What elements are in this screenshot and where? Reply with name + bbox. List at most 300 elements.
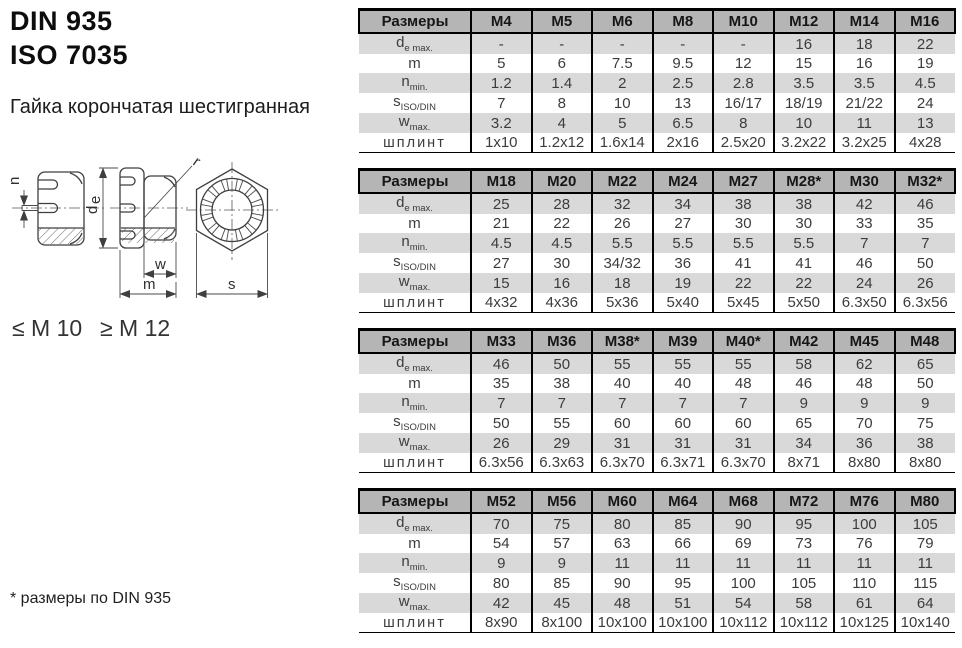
value-cell: 5.5	[592, 233, 653, 253]
value-cell: 11	[592, 553, 653, 573]
value-cell: 8	[532, 93, 593, 113]
value-cell: -	[532, 33, 593, 54]
row-label	[359, 273, 471, 293]
value-cell: 50	[532, 353, 593, 374]
table-corner-header: Размеры	[359, 10, 471, 34]
value-cell: 1x10	[471, 133, 532, 153]
row-label-sub: min.	[409, 82, 428, 93]
value-cell: 9	[834, 393, 895, 413]
value-cell: -	[471, 33, 532, 54]
row-label	[359, 353, 471, 374]
value-cell: 36	[834, 433, 895, 453]
row-label-main: n	[401, 393, 410, 410]
column-header: M72	[774, 490, 835, 514]
row-label-sub: min.	[409, 562, 428, 573]
value-cell: 3.2x25	[834, 133, 895, 153]
row-label-sub: e max.	[404, 523, 433, 534]
castellation-slot-line	[201, 213, 212, 215]
row-label-main: s	[393, 253, 401, 270]
row-label-sub: ISO/DIN	[400, 262, 436, 273]
dimension-table-1	[358, 8, 956, 153]
table-row	[359, 513, 955, 534]
column-header: M30	[834, 170, 895, 194]
row-label	[359, 553, 471, 573]
table-row	[359, 433, 955, 453]
castellation-slot-line	[245, 186, 252, 195]
row-label	[359, 54, 471, 73]
castellation-slot-line	[245, 225, 252, 234]
value-cell: 85	[653, 513, 714, 534]
value-cell: 54	[471, 534, 532, 553]
value-cell: 16	[774, 33, 835, 54]
table-row	[359, 374, 955, 393]
value-cell: 4.5	[471, 233, 532, 253]
row-label-main: m	[408, 535, 421, 552]
value-cell: 10x140	[895, 613, 956, 633]
value-cell: 32	[592, 193, 653, 214]
value-cell: 16/17	[713, 93, 774, 113]
value-cell: 11	[713, 553, 774, 573]
value-cell: 7	[653, 393, 714, 413]
value-cell: 100	[713, 573, 774, 593]
value-cell: 28	[532, 193, 593, 214]
value-cell: 16	[834, 54, 895, 73]
value-cell: 66	[653, 534, 714, 553]
table-row	[359, 233, 955, 253]
value-cell: 34	[774, 433, 835, 453]
value-cell: 50	[895, 253, 956, 273]
castellation-slot-line	[201, 205, 212, 207]
castellation-slot-line	[221, 180, 225, 191]
value-cell: 55	[592, 353, 653, 374]
table-row	[359, 393, 955, 413]
table-row	[359, 413, 955, 433]
value-cell: 62	[834, 353, 895, 374]
row-label	[359, 374, 471, 393]
standard-iso-title: ISO 7035	[10, 40, 129, 70]
value-cell: -	[713, 33, 774, 54]
value-cell: 54	[713, 593, 774, 613]
row-label-main: n	[401, 73, 410, 90]
row-label	[359, 133, 471, 153]
value-cell: 21	[471, 214, 532, 233]
value-cell: 42	[834, 193, 895, 214]
row-label-main: шплинт	[383, 455, 446, 471]
value-cell: 34/32	[592, 253, 653, 273]
dim-label-de: d	[84, 205, 101, 214]
column-header: M20	[532, 170, 593, 194]
value-cell: 9	[774, 393, 835, 413]
castellation-slot-line	[208, 223, 217, 230]
dim-label-n: n	[6, 176, 23, 185]
row-label-sub: e max.	[404, 43, 433, 54]
value-cell: 8x71	[774, 453, 835, 473]
value-cell: 11	[774, 553, 835, 573]
value-cell: 15	[774, 54, 835, 73]
value-cell: 55	[532, 413, 593, 433]
value-cell: 65	[895, 353, 956, 374]
row-label-main: s	[393, 413, 401, 430]
value-cell: 6	[532, 54, 593, 73]
left-pane	[10, 4, 356, 119]
value-cell: 2.5	[653, 73, 714, 93]
value-cell: 11	[653, 553, 714, 573]
value-cell: 55	[653, 353, 714, 374]
table-row	[359, 73, 955, 93]
value-cell: 10x100	[653, 613, 714, 633]
dim-label-de-sub: e	[87, 195, 104, 204]
value-cell: 8x100	[532, 613, 593, 633]
table-row	[359, 534, 955, 553]
row-label	[359, 253, 471, 273]
row-label-main: w	[398, 113, 410, 130]
value-cell: 2	[592, 73, 653, 93]
value-cell: 4x32	[471, 293, 532, 313]
row-label-sub: min.	[409, 242, 428, 253]
value-cell: 11	[895, 553, 956, 573]
value-cell: 10	[774, 113, 835, 133]
column-header: M38*	[592, 330, 653, 354]
value-cell: 1.6x14	[592, 133, 653, 153]
value-cell: 29	[532, 433, 593, 453]
castellation-slot-line	[202, 199, 213, 203]
value-cell: 50	[471, 413, 532, 433]
value-cell: 7	[713, 393, 774, 413]
value-cell: 40	[653, 374, 714, 393]
column-header: M5	[532, 10, 593, 34]
value-cell: 22	[774, 273, 835, 293]
value-cell: 12	[713, 54, 774, 73]
row-label-main: w	[398, 593, 410, 610]
table-row	[359, 553, 955, 573]
row-label-sub: e max.	[404, 363, 433, 374]
value-cell: 22	[895, 33, 956, 54]
side-view-large-nut	[84, 153, 204, 298]
value-cell: 21/22	[834, 93, 895, 113]
row-label-main: d	[396, 194, 405, 211]
value-cell: 9	[895, 393, 956, 413]
value-cell: 41	[774, 253, 835, 273]
value-cell: 90	[592, 573, 653, 593]
value-cell: 57	[532, 534, 593, 553]
row-label	[359, 453, 471, 473]
value-cell: 35	[895, 214, 956, 233]
row-label-main: m	[408, 375, 421, 392]
castellation-slot-line	[235, 179, 237, 190]
value-cell: 40	[592, 374, 653, 393]
column-header: M68	[713, 490, 774, 514]
row-label-sub: max.	[409, 602, 431, 613]
top-view-hexagon	[186, 162, 280, 298]
value-cell: 1.2	[471, 73, 532, 93]
value-cell: 4x28	[895, 133, 956, 153]
value-cell: 4	[532, 113, 593, 133]
row-label-main: s	[393, 93, 401, 110]
value-cell: 9	[471, 553, 532, 573]
row-label-main: n	[401, 233, 410, 250]
value-cell: 5x40	[653, 293, 714, 313]
value-cell: 16	[532, 273, 593, 293]
row-label	[359, 73, 471, 93]
value-cell: 95	[653, 573, 714, 593]
value-cell: 70	[471, 513, 532, 534]
value-cell: 26	[471, 433, 532, 453]
castellation-slot-line	[208, 190, 217, 197]
value-cell: 36	[653, 253, 714, 273]
value-cell: 26	[895, 273, 956, 293]
column-header: M14	[834, 10, 895, 34]
value-cell: 7	[834, 233, 895, 253]
column-header: M45	[834, 330, 895, 354]
row-label	[359, 433, 471, 453]
row-label	[359, 613, 471, 633]
value-cell: 6.3x63	[532, 453, 593, 473]
value-cell: 41	[713, 253, 774, 273]
castellation-slot-line	[247, 190, 256, 197]
column-header: M76	[834, 490, 895, 514]
value-cell: 10	[592, 93, 653, 113]
value-cell: 6.3x50	[834, 293, 895, 313]
value-cell: 13	[653, 93, 714, 113]
castle-nut-drawing-svg	[4, 138, 352, 342]
value-cell: 38	[895, 433, 956, 453]
row-label	[359, 293, 471, 313]
value-cell: 8	[713, 113, 774, 133]
row-label	[359, 413, 471, 433]
row-label-main: s	[393, 573, 401, 590]
value-cell: 76	[834, 534, 895, 553]
table-row	[359, 133, 955, 153]
castellation-slot-line	[239, 180, 243, 191]
table-row	[359, 214, 955, 233]
value-cell: 25	[471, 193, 532, 214]
row-label-main: d	[396, 354, 405, 371]
column-header: M4	[471, 10, 532, 34]
column-header: M32*	[895, 170, 956, 194]
row-label-main: шплинт	[383, 135, 446, 151]
value-cell: 5.5	[774, 233, 835, 253]
table-row	[359, 273, 955, 293]
standard-din-title: DIN 935	[10, 6, 113, 36]
column-header: M22	[592, 170, 653, 194]
row-label-sub: min.	[409, 402, 428, 413]
row-label	[359, 113, 471, 133]
column-header: M56	[532, 490, 593, 514]
value-cell: 6.3x56	[471, 453, 532, 473]
column-header: M12	[774, 10, 835, 34]
value-cell: 3.5	[774, 73, 835, 93]
value-cell: 46	[471, 353, 532, 374]
castellation-slot-line	[251, 217, 262, 221]
value-cell: 10x112	[774, 613, 835, 633]
row-label-main: w	[398, 433, 410, 450]
column-header: M40*	[713, 330, 774, 354]
value-cell: 90	[713, 513, 774, 534]
row-label-main: d	[396, 34, 405, 51]
column-header: M6	[592, 10, 653, 34]
row-label	[359, 534, 471, 553]
value-cell: 51	[653, 593, 714, 613]
value-cell: 10x100	[592, 613, 653, 633]
value-cell: 31	[592, 433, 653, 453]
value-cell: 7	[532, 393, 593, 413]
castellation-slot-line	[221, 229, 225, 240]
value-cell: 10x125	[834, 613, 895, 633]
value-cell: 5.5	[653, 233, 714, 253]
value-cell: 22	[532, 214, 593, 233]
value-cell: 11	[834, 113, 895, 133]
value-cell: 5	[592, 113, 653, 133]
value-cell: 8x80	[834, 453, 895, 473]
value-cell: 6.3x70	[592, 453, 653, 473]
column-header: M33	[471, 330, 532, 354]
dim-label-r: r	[189, 153, 204, 171]
value-cell: 38	[713, 193, 774, 214]
column-header: M48	[895, 330, 956, 354]
value-cell: 69	[713, 534, 774, 553]
value-cell: 95	[774, 513, 835, 534]
table-row	[359, 353, 955, 374]
value-cell: 34	[653, 193, 714, 214]
value-cell: 5	[471, 54, 532, 73]
value-cell: 30	[774, 214, 835, 233]
castellation-slot-line	[202, 217, 213, 221]
value-cell: 105	[774, 573, 835, 593]
value-cell: 33	[834, 214, 895, 233]
value-cell: 2x16	[653, 133, 714, 153]
value-cell: 73	[774, 534, 835, 553]
row-label-sub: ISO/DIN	[400, 582, 436, 593]
value-cell: 30	[532, 253, 593, 273]
value-cell: 58	[774, 353, 835, 374]
row-label-main: шплинт	[383, 295, 446, 311]
value-cell: 3.5	[834, 73, 895, 93]
castellation-slot-line	[239, 229, 243, 240]
column-header: M60	[592, 490, 653, 514]
row-label	[359, 393, 471, 413]
value-cell: 27	[471, 253, 532, 273]
value-cell: 110	[834, 573, 895, 593]
value-cell: 46	[774, 374, 835, 393]
value-cell: -	[653, 33, 714, 54]
value-cell: 6.3x71	[653, 453, 714, 473]
value-cell: 38	[532, 374, 593, 393]
value-cell: 13	[895, 113, 956, 133]
value-cell: 7	[895, 233, 956, 253]
value-cell: 5.5	[713, 233, 774, 253]
value-cell: 7	[471, 393, 532, 413]
value-cell: 35	[471, 374, 532, 393]
value-cell: 85	[532, 573, 593, 593]
value-cell: 75	[895, 413, 956, 433]
table-row	[359, 54, 955, 73]
value-cell: 7	[592, 393, 653, 413]
row-label-main: d	[396, 514, 405, 531]
row-label	[359, 233, 471, 253]
row-label-main: шплинт	[383, 615, 446, 631]
value-cell: 46	[834, 253, 895, 273]
value-cell: 2.8	[713, 73, 774, 93]
castellation-slot-line	[252, 205, 263, 207]
value-cell: 6.5	[653, 113, 714, 133]
row-label	[359, 33, 471, 54]
column-header: M42	[774, 330, 835, 354]
value-cell: 24	[895, 93, 956, 113]
value-cell: 4x36	[532, 293, 593, 313]
value-cell: 48	[592, 593, 653, 613]
value-cell: 27	[653, 214, 714, 233]
value-cell: 3.2	[471, 113, 532, 133]
value-cell: 7	[471, 93, 532, 113]
castellation-slot-line	[212, 186, 219, 195]
row-label-sub: e max.	[404, 203, 433, 214]
value-cell: 6.3x56	[895, 293, 956, 313]
value-cell: 58	[774, 593, 835, 613]
table-row	[359, 573, 955, 593]
value-cell: 48	[713, 374, 774, 393]
table-corner-header: Размеры	[359, 170, 471, 194]
row-label	[359, 214, 471, 233]
table-row	[359, 193, 955, 214]
value-cell: 60	[713, 413, 774, 433]
row-label-sub: max.	[409, 442, 431, 453]
dim-label-m: m	[143, 276, 156, 293]
castellation-slot-line	[247, 223, 256, 230]
castellation-slot-line	[252, 213, 263, 215]
value-cell: 50	[895, 374, 956, 393]
table-row	[359, 113, 955, 133]
value-cell: 8x80	[895, 453, 956, 473]
column-header: M8	[653, 10, 714, 34]
value-cell: 24	[834, 273, 895, 293]
row-label-sub: ISO/DIN	[400, 102, 436, 113]
value-cell: 15	[471, 273, 532, 293]
value-cell: 2.5x20	[713, 133, 774, 153]
technical-drawing	[4, 138, 352, 342]
column-header: M16	[895, 10, 956, 34]
value-cell: 42	[471, 593, 532, 613]
value-cell: 9.5	[653, 54, 714, 73]
castellation-slot-line	[227, 179, 229, 190]
value-cell: 100	[834, 513, 895, 534]
column-header: M39	[653, 330, 714, 354]
column-header: M52	[471, 490, 532, 514]
column-header: M80	[895, 490, 956, 514]
value-cell: 19	[895, 54, 956, 73]
row-label-sub: ISO/DIN	[400, 422, 436, 433]
column-header: M64	[653, 490, 714, 514]
table-corner-header: Размеры	[359, 490, 471, 514]
row-label	[359, 593, 471, 613]
row-label-main: m	[408, 55, 421, 72]
value-cell: 46	[895, 193, 956, 214]
value-cell: 70	[834, 413, 895, 433]
value-cell: 22	[713, 273, 774, 293]
castellation-slot-line	[212, 225, 219, 234]
column-header: M10	[713, 10, 774, 34]
row-label	[359, 513, 471, 534]
value-cell: 65	[774, 413, 835, 433]
value-cell: 26	[592, 214, 653, 233]
value-cell: 7.5	[592, 54, 653, 73]
castellation-slot-line	[227, 230, 229, 241]
value-cell: 9	[532, 553, 593, 573]
table-row	[359, 253, 955, 273]
table-row	[359, 453, 955, 473]
footnote-din-sizes: * размеры по DIN 935	[10, 590, 172, 607]
row-label-sub: max.	[409, 122, 431, 133]
value-cell: 115	[895, 573, 956, 593]
